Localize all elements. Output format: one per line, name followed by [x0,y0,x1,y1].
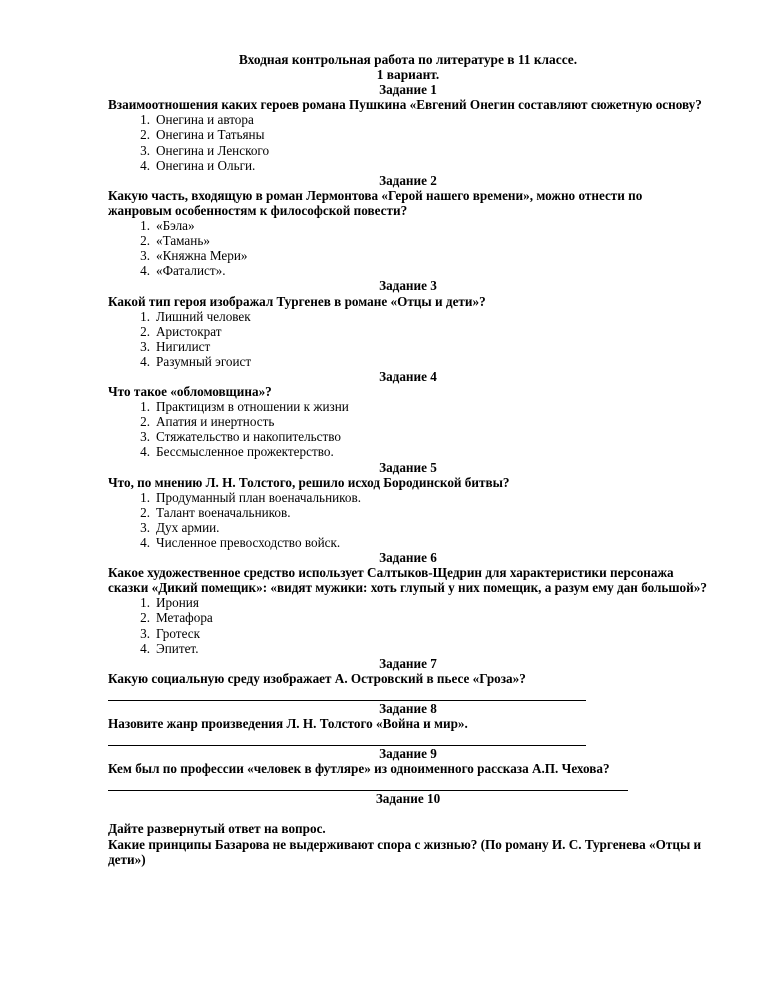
option-item: 2. Аристократ [140,323,222,339]
task-question: Что, по мнению Л. Н. Толстого, решило исход Бородинской битвы? [108,474,510,490]
option-item: 4. Онегина и Ольги. [140,157,256,173]
option-item: 3. Онегина и Ленского [140,142,270,158]
options-list [108,490,708,550]
option-item: 2. Метафора [140,610,213,626]
task-heading: Задание 9 [379,746,437,762]
option-item: 3. Дух армии. [140,519,220,535]
task-9 [108,746,708,791]
option-text: Апатия и инертность [156,414,275,430]
options-list [108,112,708,172]
task-heading: Задание 3 [379,278,437,294]
options-list [108,218,708,278]
page-title: Входная контрольная работа по литературе в 11 классе. [238,52,578,67]
task-question: Кем был по профессии «человек в футляре» из одноименного рассказа А.П. Чехова? [108,761,610,777]
task-question: Какое художественное средство использует Салтыков-Щедрин для характеристики персонажа сказки «Дикий помещик»: «видят мужики: хоть глупый у них помещик, а разум ему дан большой»? [108,565,707,596]
option-text: Онегина и Ольги. [156,157,256,173]
task-question: Какой тип героя изображал Тургенев в романе «Отцы и дети»? [108,293,486,309]
option-item: 2. Талант военачальников. [140,504,291,520]
option-item: 4. Эпитет. [140,640,199,656]
variant-label: 1 вариант. [376,67,440,83]
option-item: 1. «Бэла» [140,218,195,234]
task-heading: Задание 6 [379,550,437,566]
option-text: Лишний человек [156,308,251,324]
option-text: Численное превосходство войск. [156,535,341,550]
option-text: «Княжна Мери» [156,248,248,264]
answer-line[interactable] [108,731,586,746]
option-item: 4. Разумный эгоист [140,353,252,369]
option-text: Стяжательство и накопительство [156,429,342,445]
option-text: Эпитет. [156,640,199,656]
task-4 [108,369,708,460]
answer-line[interactable] [108,776,628,791]
option-text: Онегина и Татьяны [156,127,265,143]
option-text: Дух армии. [156,519,220,535]
option-item: 4. «Фаталист». [140,263,226,279]
task-question: Какие принципы Базарова не выдерживают спора с жизнью? (По роману И. С. Тургенева «Отцы и дети») [108,836,702,867]
task-3 [108,278,708,369]
option-text: Нигилист [156,338,211,354]
task-8 [108,701,708,746]
task-heading: Задание 7 [379,655,437,671]
option-text: Бессмысленное прожектерство. [156,444,334,460]
task-heading: Задание 1 [379,82,437,98]
option-item: 1. Продуманный план военачальников. [140,489,362,505]
option-item: 4. Численное превосходство войск. [140,535,341,550]
option-text: Онегина и Ленского [156,142,270,158]
task-instruction: Дайте развернутый ответ на вопрос. [108,821,326,837]
options-list [108,309,708,369]
option-item: 4. Бессмысленное прожектерство. [140,444,334,460]
task-7 [108,656,708,701]
task-5 [108,460,708,551]
option-text: Разумный эгоист [156,353,252,369]
task-6 [108,550,708,656]
task-1 [108,82,708,173]
task-heading: Задание 4 [379,368,437,384]
option-item: 1. Лишний человек [140,308,251,324]
options-list [108,399,708,459]
option-item: 2. Онегина и Татьяны [140,127,265,143]
option-text: Онегина и автора [156,112,254,128]
option-item: 3. Нигилист [140,338,211,354]
option-text: Гротеск [156,625,201,641]
option-item: 1. Онегина и автора [140,112,254,128]
task-heading: Задание 5 [379,459,437,475]
task-question: Какую часть, входящую в роман Лермонтова «Герой нашего времени», можно отнести по жанровым особенностям к философской повести? [108,187,643,218]
option-item: 2. Апатия и инертность [140,414,275,430]
task-heading: Задание 8 [379,700,437,716]
option-item: 3. Стяжательство и накопительство [140,429,342,445]
option-text: «Тамань» [156,233,210,249]
task-question: Взаимоотношения каких героев романа Пушкина «Евгений Онегин составляют сюжетную основу? [108,97,702,113]
option-text: Аристократ [156,323,222,339]
task-heading: Задание 2 [379,172,437,188]
options-list [108,595,708,655]
option-text: Метафора [156,610,213,626]
option-text: «Бэла» [156,218,195,234]
answer-line[interactable] [108,686,586,701]
option-item: 1. Практицизм в отношении к жизни [140,399,349,415]
task-heading: Задание 10 [375,791,441,807]
option-text: Талант военачальников. [156,504,291,520]
task-question: Какую социальную среду изображает А. Островский в пьесе «Гроза»? [108,670,526,686]
option-text: Продуманный план военачальников. [156,489,362,505]
option-item: 3. Гротеск [140,625,201,641]
option-item: 3. «Княжна Мери» [140,248,248,264]
task-2 [108,173,708,279]
option-text: Ирония [156,595,199,611]
option-text: Практицизм в отношении к жизни [156,399,349,415]
task-10 [108,791,708,866]
task-question: Что такое «обломовщина»? [108,384,272,400]
option-text: «Фаталист». [156,263,226,279]
option-item: 2. «Тамань» [140,233,210,249]
task-question: Назовите жанр произведения Л. Н. Толстого «Война и мир». [108,716,468,732]
worksheet [108,52,708,867]
option-item: 1. Ирония [140,595,199,611]
